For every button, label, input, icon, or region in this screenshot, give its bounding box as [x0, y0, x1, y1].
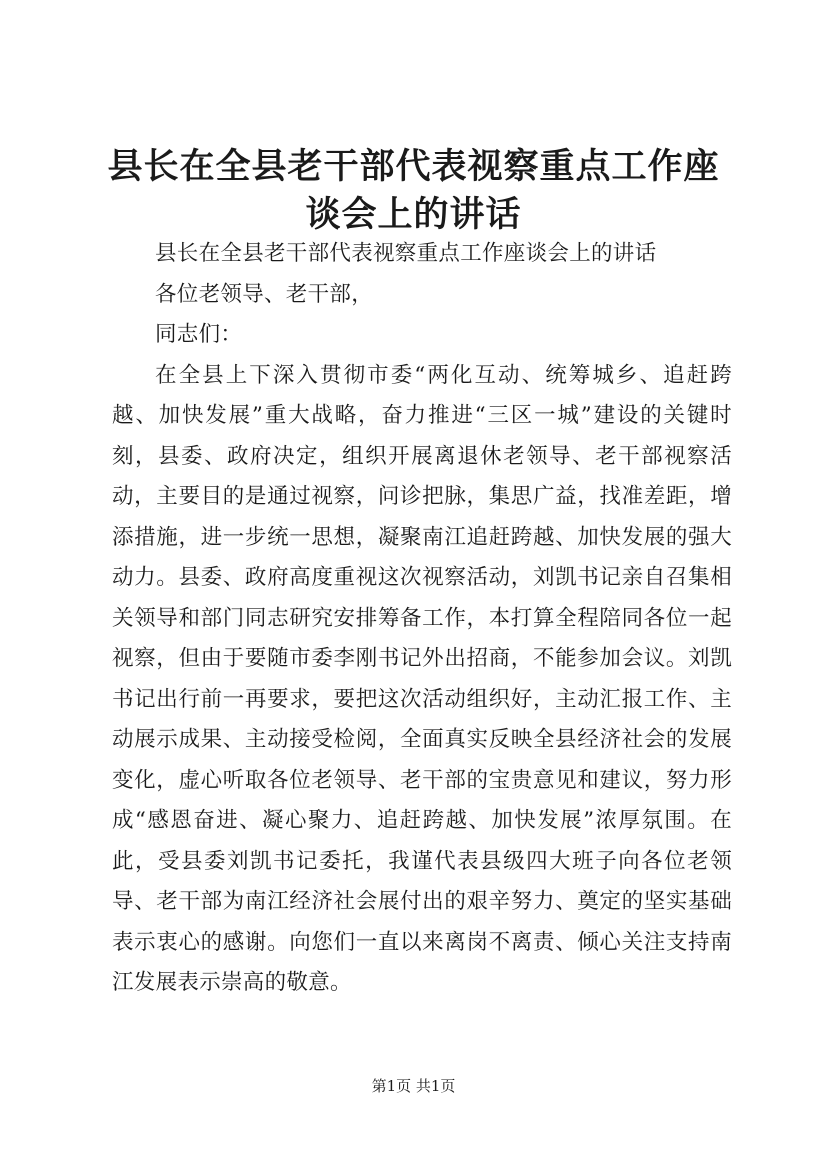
document-title: 县长在全县老干部代表视察重点工作座谈会上的讲话: [107, 146, 720, 235]
salutation-paragraph-2: 同志们：: [155, 322, 243, 347]
subtitle-paragraph: 县长在全县老干部代表视察重点工作座谈会上的讲话: [155, 241, 657, 266]
main-paragraph: 在全县上下深入贯彻市委“两化互动、统筹城乡、追赶跨越、加快发展”重大战略，奋力推进“三区一城”建设的关键时刻，县委、政府决定，组织开展离退休老领导、老干部视察活动，主要目的是通过视察，问诊把脉，集思广益，找准差距，增添措施，进一步统一思想，凝聚南江追赶跨越、加快发展的强大动力。县委、政府高度重视这次视察活动，刘凯书记亲自召集相关领导和部门同志研究安排筹备工作，本打算全程陪同各位一起视察，但由于要随市委李刚书记外出招商，不能参加会议。刘凯书记出行前一再要求，要把这次活动组织好，主动汇报工作、主动展示成果、主动接受检阅，全面真实反映全县经济社会的发展变化，虚心听取各位老领导、老干部的宝贵意见和建议，努力形成“感恩奋进、凝心聚力、追赶跨越、加快发展”浓厚氛围。在此，受县委刘凯书记委托，我谨代表县级四大班子向各位老领导、老干部为南江经济社会展付出的艰辛努力、奠定的坚实基础表示衷心的感谢。向您们一直以来离岗不离责、倾心关注支持南江发展表示崇高的敬意。: [112, 362, 732, 995]
document-body: [112, 234, 732, 1004]
page-footer: 第1页 共1页: [371, 1077, 456, 1095]
salutation-paragraph: 各位老领导、老干部，: [155, 281, 374, 307]
